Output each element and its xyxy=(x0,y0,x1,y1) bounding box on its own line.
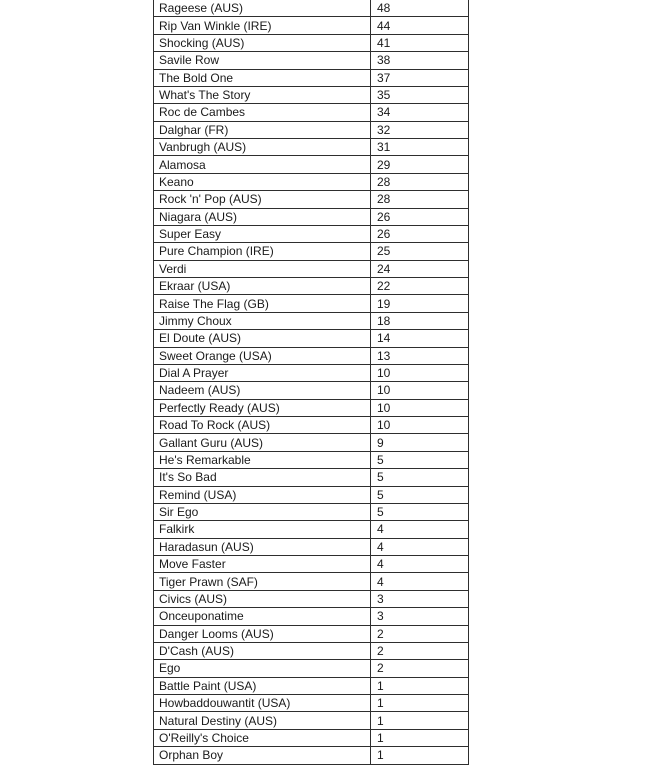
horse-value-cell: 44 xyxy=(371,17,469,34)
horse-value-cell: 38 xyxy=(371,52,469,69)
horse-name-cell: Danger Looms (AUS) xyxy=(154,626,371,643)
horse-name-cell: Dalghar (FR) xyxy=(154,122,371,139)
horse-name-cell: Haradasun (AUS) xyxy=(154,539,371,556)
horse-name-cell: He's Remarkable xyxy=(154,452,371,469)
horse-name-cell: Road To Rock (AUS) xyxy=(154,417,371,434)
horse-name-cell: Niagara (AUS) xyxy=(154,209,371,226)
horse-value-cell: 19 xyxy=(371,295,469,312)
horse-value-cell: 24 xyxy=(371,261,469,278)
horse-value-cell: 28 xyxy=(371,191,469,208)
horse-value-cell: 2 xyxy=(371,626,469,643)
horse-value-cell: 1 xyxy=(371,730,469,747)
horse-value-cell: 1 xyxy=(371,695,469,712)
horse-value-cell: 3 xyxy=(371,608,469,625)
horse-name-cell: Civics (AUS) xyxy=(154,591,371,608)
horse-value-cell: 5 xyxy=(371,469,469,486)
horse-value-cell: 34 xyxy=(371,104,469,121)
horse-name-cell: Perfectly Ready (AUS) xyxy=(154,400,371,417)
horse-value-cell: 5 xyxy=(371,452,469,469)
horse-name-cell: Roc de Cambes xyxy=(154,104,371,121)
horse-value-cell: 35 xyxy=(371,87,469,104)
horse-value-cell: 25 xyxy=(371,243,469,260)
horse-value-cell: 22 xyxy=(371,278,469,295)
horse-value-cell: 10 xyxy=(371,382,469,399)
horse-value-cell: 18 xyxy=(371,313,469,330)
horse-name-cell: Howbaddouwantit (USA) xyxy=(154,695,371,712)
horse-name-cell: Pure Champion (IRE) xyxy=(154,243,371,260)
horse-name-cell: Move Faster xyxy=(154,556,371,573)
horse-value-cell: 41 xyxy=(371,35,469,52)
horse-name-cell: Gallant Guru (AUS) xyxy=(154,434,371,451)
horse-value-cell: 31 xyxy=(371,139,469,156)
horse-value-cell: 32 xyxy=(371,122,469,139)
horse-value-cell: 3 xyxy=(371,591,469,608)
horse-name-cell: Natural Destiny (AUS) xyxy=(154,712,371,729)
horse-name-cell: Ekraar (USA) xyxy=(154,278,371,295)
horse-name-cell: Raise The Flag (GB) xyxy=(154,295,371,312)
horse-name-cell: D'Cash (AUS) xyxy=(154,643,371,660)
horse-value-cell: 2 xyxy=(371,643,469,660)
horse-value-cell: 4 xyxy=(371,556,469,573)
horse-value-cell: 26 xyxy=(371,209,469,226)
horse-value-cell: 4 xyxy=(371,573,469,590)
horse-value-cell: 10 xyxy=(371,417,469,434)
horse-name-cell: Rock 'n' Pop (AUS) xyxy=(154,191,371,208)
horse-name-cell: Remind (USA) xyxy=(154,487,371,504)
horse-name-cell: El Doute (AUS) xyxy=(154,330,371,347)
horse-name-cell: Sweet Orange (USA) xyxy=(154,348,371,365)
horse-name-cell: O'Reilly's Choice xyxy=(154,730,371,747)
horse-name-cell: Nadeem (AUS) xyxy=(154,382,371,399)
horse-value-cell: 1 xyxy=(371,678,469,695)
horse-name-cell: Keano xyxy=(154,174,371,191)
horse-value-cell: 10 xyxy=(371,400,469,417)
horse-name-cell: Onceuponatime xyxy=(154,608,371,625)
horse-name-cell: Verdi xyxy=(154,261,371,278)
horse-value-cell: 1 xyxy=(371,747,469,764)
horse-name-cell: Tiger Prawn (SAF) xyxy=(154,573,371,590)
horse-name-cell: Dial A Prayer xyxy=(154,365,371,382)
horse-name-cell: Rip Van Winkle (IRE) xyxy=(154,17,371,34)
horse-name-cell: Battle Paint (USA) xyxy=(154,678,371,695)
horse-value-cell: 13 xyxy=(371,348,469,365)
horse-value-cell: 28 xyxy=(371,174,469,191)
horse-value-cell: 10 xyxy=(371,365,469,382)
horse-name-cell: Jimmy Choux xyxy=(154,313,371,330)
horse-value-cell: 4 xyxy=(371,539,469,556)
horse-value-cell: 9 xyxy=(371,434,469,451)
horse-name-cell: Falkirk xyxy=(154,521,371,538)
horse-name-cell: The Bold One xyxy=(154,70,371,87)
horse-table xyxy=(153,0,469,765)
horse-value-cell: 2 xyxy=(371,660,469,677)
horse-name-cell: Ego xyxy=(154,660,371,677)
horse-value-cell: 5 xyxy=(371,487,469,504)
horse-value-cell: 14 xyxy=(371,330,469,347)
horse-value-cell: 26 xyxy=(371,226,469,243)
horse-name-cell: Super Easy xyxy=(154,226,371,243)
horse-name-cell: What's The Story xyxy=(154,87,371,104)
horse-value-cell: 5 xyxy=(371,504,469,521)
horse-value-cell: 29 xyxy=(371,156,469,173)
horse-name-cell: Sir Ego xyxy=(154,504,371,521)
horse-name-cell: Shocking (AUS) xyxy=(154,35,371,52)
horse-name-cell: Rageese (AUS) xyxy=(154,0,371,17)
horse-name-cell: Orphan Boy xyxy=(154,747,371,764)
horse-name-cell: Alamosa xyxy=(154,156,371,173)
horse-name-cell: Vanbrugh (AUS) xyxy=(154,139,371,156)
horse-value-cell: 37 xyxy=(371,70,469,87)
horse-name-cell: Savile Row xyxy=(154,52,371,69)
horse-value-cell: 48 xyxy=(371,0,469,17)
horse-value-cell: 1 xyxy=(371,712,469,729)
horse-name-cell: It's So Bad xyxy=(154,469,371,486)
horse-value-cell: 4 xyxy=(371,521,469,538)
